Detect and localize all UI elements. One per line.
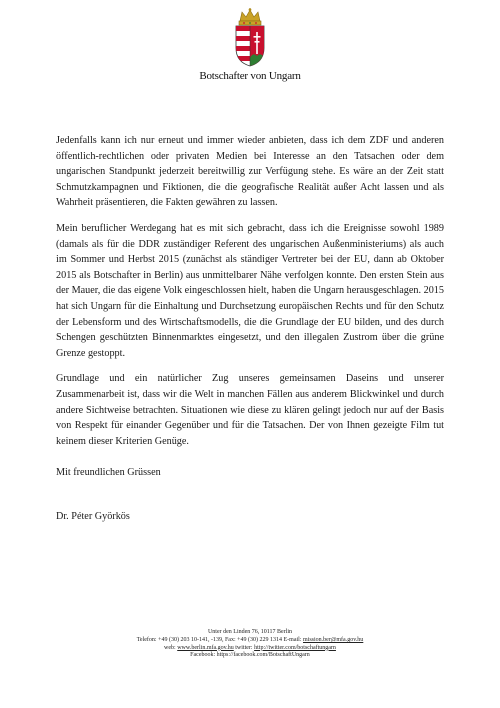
paragraph-3: Grundlage und ein natürlicher Zug unseres gemeinsamen Daseins und unserer Zusammenarbeit ist, dass wir die Welt in manchen Fällen aus anderem Blickwinkel und durch andere Sichtweise betrachten. Situationen wie diese zu klären gelingt jedoch nur auf der Basis von Respekt für einander Gegenüber und für die Tatsachen. Der von Ihnen gezeigte Film tut keinem dieser Kriterien Genüge. xyxy=(56,373,444,447)
footer xyxy=(0,629,500,660)
footer-email-link[interactable]: mission.ber@mfa.gov.hu xyxy=(303,636,364,643)
signature-name: Dr. Péter Györkös xyxy=(56,511,130,523)
footer-contact-line xyxy=(0,637,500,645)
closing-salutation: Mit freundlichen Grüssen xyxy=(56,467,161,479)
footer-web-label: web: xyxy=(164,644,178,651)
footer-web-link[interactable]: www.berlin.mfa.gov.hu xyxy=(177,644,234,651)
paragraph-1: Jedenfalls kann ich nur erneut und immer wieder anbieten, dass ich dem ZDF und anderen öffentlich-rechtlichen oder privaten Medien bei Interesse an den Tatsachen oder dem ungarischen Standpunkt jederzeit bereitwillig zur Verfügung stehe. Es wäre an der Zeit statt Schmutzkampagnen und Fiktionen, die die geografische Realität außer Acht lassen und als Wahrheit präsentieren, die Fakten gewähren zu lassen. xyxy=(56,135,444,209)
hungarian-coat-of-arms-icon xyxy=(232,8,268,68)
footer-address: Unter den Linden 76, 10117 Berlin xyxy=(207,629,293,635)
footer-phone-fax: Telefon: +49 (30) 203 10-141, -139, Fax: +49 (30) 229 1314 E-mail: xyxy=(136,636,304,643)
footer-twitter-link[interactable]: http://twitter.com/botschaftungarn xyxy=(254,644,336,651)
footer-facebook: Facebook: https://facebook.com/BotschaftUngarn xyxy=(190,652,310,659)
footer-twitter-label: twitter: xyxy=(233,644,255,651)
letterhead xyxy=(0,8,500,82)
organization-name: Botschafter von Ungarn xyxy=(199,70,301,82)
letter-body xyxy=(56,133,444,522)
paragraph-2: Mein beruflicher Werdegang hat es mit sich gebracht, dass ich die Ereignisse sowohl 1989 (damals als für die DDR zuständiger Referent des ungarischen Außenministeriums) als auch im Sommer und Herbst 2015 (zunächst als ständiger Vertreter bei der EU, dann ab Oktober 2015 als Botschafter in Berlin) aus unmittelbarer Nähe verfolgen konnte. Den ersten Stein aus der Mauer, die das eigene Volk eingeschlossen hielt, haben die Ungarn herausgeschlagen. 2015 hat sich Ungarn für die Einhaltung und Durchsetzung europäischen Rechts und für den Schutz der Lebensform und des Wirtschaftsmodells, die die Grundlage der EU bilden, und des durch Schengen geschützten Binnenmarktes eingesetzt, und den illegalen Zustrom über die grüne Grenze gestoppt. xyxy=(56,222,444,359)
